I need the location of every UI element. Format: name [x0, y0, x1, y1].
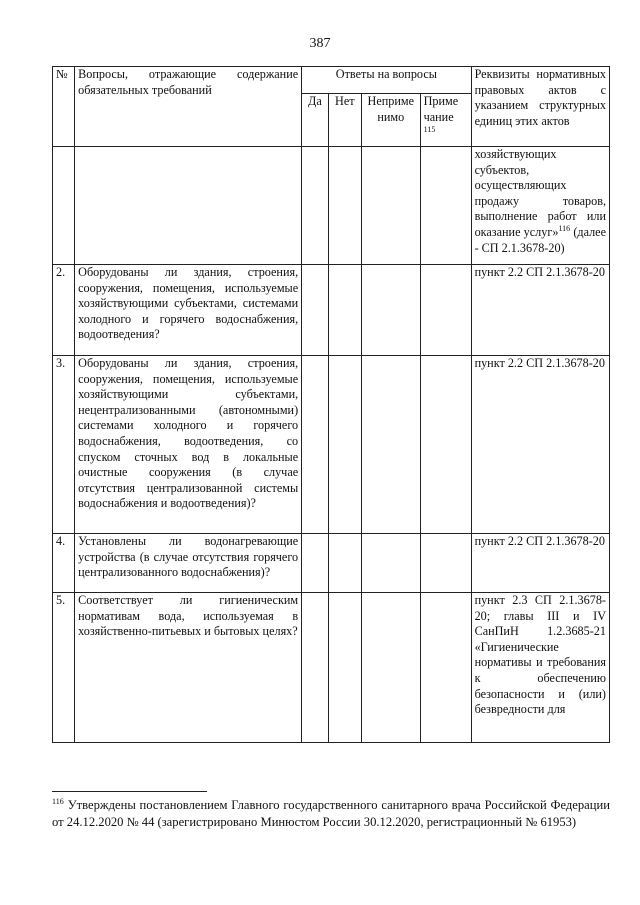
cell-no	[328, 593, 361, 743]
row-question: Оборудованы ли здания, строения, сооружения, помещения, используемые хозяйствующими субъектами, нецентрализованными (автономными) системами холодного и горячего водоснабжения, водоотведения, со спуском сточных вод в локальные очистные сооружения (в случае отсутствия централизованной системы водоснабжения и водоотведения)?	[75, 356, 302, 534]
header-answers: Ответы на вопросы	[302, 67, 471, 94]
cell-not-applicable	[361, 593, 420, 743]
table-row	[53, 265, 610, 356]
header-num: №	[53, 67, 75, 147]
cell-num	[53, 147, 75, 265]
row-reference: пункт 2.2 СП 2.1.3678-20	[471, 265, 609, 356]
page-number: 387	[309, 36, 331, 51]
requirements-table	[52, 66, 610, 743]
continuation-ref-tail: (далее - СП 2.1.3678-20)	[474, 224, 606, 255]
row-question: Установлены ли водонагревающие устройства (в случае отсутствия горячего централизованного водоснабжения)?	[75, 534, 302, 593]
header-note-part2: чание	[423, 109, 454, 124]
header-yes: Да	[302, 94, 329, 147]
cell-note	[420, 265, 471, 356]
row-number: 3.	[53, 356, 75, 534]
row-reference: пункт 2.2 СП 2.1.3678-20	[471, 534, 609, 593]
header-not-applicable-part2: нимо	[377, 109, 405, 124]
row-reference: пункт 2.3 СП 2.1.3678-20; главы III и IV СанПиН 1.2.3685-21 «Гигиенические нормативы и требования к обеспечению безопасности и (или) безвредности для	[471, 593, 609, 743]
cell-note	[420, 534, 471, 593]
row-question: Оборудованы ли здания, строения, сооружения, помещения, используемые хозяйствующими субъектами, системами холодного и горячего водоснабжения, водоотведения?	[75, 265, 302, 356]
row-number: 5.	[53, 593, 75, 743]
cell-yes	[302, 147, 329, 265]
footnote-text: Утверждены постановлением Главного государственного санитарного врача Российской Федерации от 24.12.2020 № 44 (зарегистрировано Минюстом России 30.12.2020, регистрационный № 61953)	[52, 798, 610, 829]
table-row	[53, 356, 610, 534]
cell-not-applicable	[361, 534, 420, 593]
header-no: Нет	[328, 94, 361, 147]
cell-no	[328, 534, 361, 593]
row-question: Соответствует ли гигиеническим нормативам вода, используемая в хозяйственно-питьевых и бытовых целях?	[75, 593, 302, 743]
footnote-separator	[52, 791, 207, 792]
cell-yes	[302, 534, 329, 593]
footnote	[52, 797, 610, 831]
cell-not-applicable	[361, 356, 420, 534]
footnote-mark: 116	[52, 796, 64, 806]
header-not-applicable	[361, 94, 420, 147]
cell-no	[328, 147, 361, 265]
row-number: 4.	[53, 534, 75, 593]
cell-not-applicable	[361, 147, 420, 265]
cell-question	[75, 147, 302, 265]
continuation-ref-footnote-mark: 116	[558, 223, 571, 233]
table-row	[53, 593, 610, 743]
cell-yes	[302, 356, 329, 534]
header-questions: Вопросы, отражающие содержание обязательных требований	[75, 67, 302, 147]
table-row	[53, 534, 610, 593]
header-note-footnote-mark: 115	[423, 125, 436, 135]
cell-reference	[471, 147, 609, 265]
cell-note	[420, 147, 471, 265]
row-number: 2.	[53, 265, 75, 356]
header-note	[420, 94, 471, 147]
cell-no	[328, 356, 361, 534]
continuation-ref-text: хозяйствующих субъектов, осуществляющих продажу товаров, выполнение работ или оказание услуг»	[474, 147, 606, 239]
row-reference: пункт 2.2 СП 2.1.3678-20	[471, 356, 609, 534]
header-references: Реквизиты нормативных правовых актов с указанием структурных единиц этих актов	[471, 67, 609, 147]
cell-note	[420, 356, 471, 534]
table-header-row	[53, 67, 610, 94]
cell-no	[328, 265, 361, 356]
cell-not-applicable	[361, 265, 420, 356]
cell-yes	[302, 265, 329, 356]
table-row-continuation	[53, 147, 610, 265]
cell-note	[420, 593, 471, 743]
cell-yes	[302, 593, 329, 743]
header-not-applicable-part1: Неприме	[367, 94, 414, 108]
header-note-part1: Приме	[423, 94, 459, 108]
